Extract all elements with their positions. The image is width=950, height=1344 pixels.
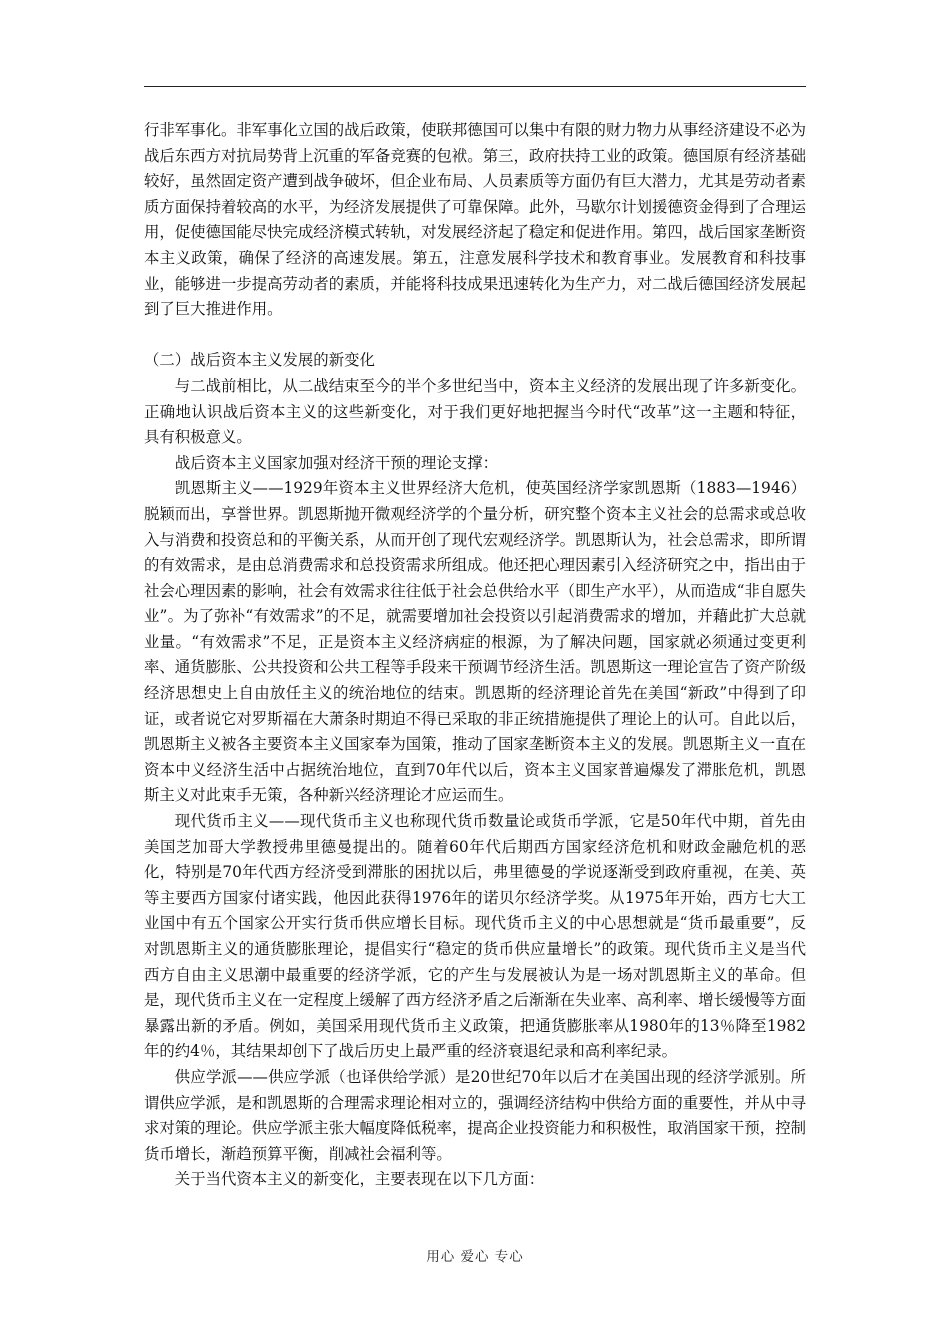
- paragraph-continuation: 行非军事化。非军事化立国的战后政策，使联邦德国可以集中有限的财力物力从事经济建设不必为战后东西方对抗局势背上沉重的军备竞赛的包袱。第三，政府扶持工业的政策。德国原有经济基础较好，虽然固定资产遭到战争破坏，但企业布局、人员素质等方面仍有巨大潜力，尤其是劳动者素质方面保持着较高的水平，为经济发展提供了可靠保障。此外，马歇尔计划援德资金得到了合理运用，促使德国能尽快完成经济模式转轨，对发展经济起了稳定和促进作用。第四，战后国家垄断资本主义政策，确保了经济的高速发展。第五，注意发展科学技术和教育事业。发展教育和科技事业，能够进一步提高劳动者的素质，并能将科技成果迅速转化为生产力，对二战后德国经济发展起到了巨大推进作用。: [144, 121, 806, 319]
- paragraph-intro: 与二战前相比，从二战结束至今的半个多世纪当中，资本主义经济的发展出现了许多新变化。正确地认识战后资本主义的这些新变化，对于我们更好地把握当今时代“改革”这一主题和特征，具有积极意义。: [144, 376, 806, 447]
- paragraph-monetarism: 现代货币主义——现代货币主义也称现代货币数量论或货币学派，它是50年代中期，首先由美国芝加哥大学教授弗里德曼提出的。随着60年代后期西方国家经济危机和财政金融危机的恶化，特别是70年代西方经济受到滞胀的困扰以后，弗里德曼的学说逐渐受到政府重视，在美、英等主要西方国家付诸实践，他因此获得1976年的诺贝尔经济学奖。从1975年开始，西方七大工业国中有五个国家公开实行货币供应增长目标。现代货币主义的中心思想就是“货币最重要”，反对凯恩斯主义的通货膨胀理论，提倡实行“稳定的货币供应量增长”的政策。现代货币主义是当代西方自由主义思潮中最重要的经济学派，它的产生与发展被认为是一场对凯恩斯主义的革命。但是，现代货币主义在一定程度上缓解了西方经济矛盾之后渐渐在失业率、高利率、增长缓慢等方面暴露出新的矛盾。例如，美国采用现代货币主义政策，把通货膨胀率从1980年的13％降至1982年的约4％，其结果却创下了战后历史上最严重的经济衰退纪录和高利率纪录。: [144, 812, 806, 1061]
- blank-line: [144, 323, 806, 349]
- paragraph-theory-lead: 战后资本主义国家加强对经济干预的理论支撑：: [174, 453, 499, 472]
- paragraph-keynesianism: 凯恩斯主义——1929年资本主义世界经济大危机，使英国经济学家凯恩斯（1883—1946）脱颖而出，享誉世界。凯恩斯抛开微观经济学的个量分析，研究整个资本主义社会的总需求或总收入与消费和投资总和的平衡关系，从而开创了现代宏观经济学。凯恩斯认为，社会总需求，即所谓的有效需求，是由总消费需求和总投资需求所组成。他还把心理因素引入经济研究之中，指出由于社会心理因素的影响，社会有效需求往往低于社会总供给水平（即生产水平），从而造成“非自愿失业”。为了弥补“有效需求”的不足，就需要增加社会投资以引起消费需求的增加，并藉此扩大总就业量。“有效需求”不足，正是资本主义经济病症的根源，为了解决问题，国家就必须通过变更利率、通货膨胀、公共投资和公共工程等手段来干预调节经济生活。凯恩斯这一理论宣告了资产阶级经济思想史上自由放任主义的统治地位的结束。凯恩斯的经济理论首先在美国“新政”中得到了印证，或者说它对罗斯福在大萧条时期迫不得已采取的非正统措施提供了理论上的认可。自此以后，凯恩斯主义被各主要资本主义国家奉为国策，推动了国家垄断资本主义的发展。凯恩斯主义一直在资本中义经济生活中占据统治地位，直到70年代以后，资本主义国家普遍爆发了滞胀危机，凯恩斯主义对此束手无策，各种新兴经济理论才应运而生。: [144, 479, 806, 805]
- page-footer: 用心 爱心 专心: [426, 1249, 524, 1265]
- section-heading: （二）战后资本主义发展的新变化: [144, 351, 375, 370]
- document-body: [144, 118, 806, 1193]
- paragraph-new-changes-lead: 关于当代资本主义的新变化，主要表现在以下几方面：: [174, 1170, 545, 1189]
- header-rule: [144, 86, 806, 87]
- paragraph-supply-side: 供应学派——供应学派（也译供给学派）是20世纪70年以后才在美国出现的经济学派别。所谓供应学派，是和凯恩斯的合理需求理论相对立的，强调经济结构中供给方面的重要性，并从中寻求对策的理论。供应学派主张大幅度降低税率，提高企业投资能力和积极性，取消国家干预，控制货币增长，渐趋预算平衡，削减社会福利等。: [144, 1067, 806, 1163]
